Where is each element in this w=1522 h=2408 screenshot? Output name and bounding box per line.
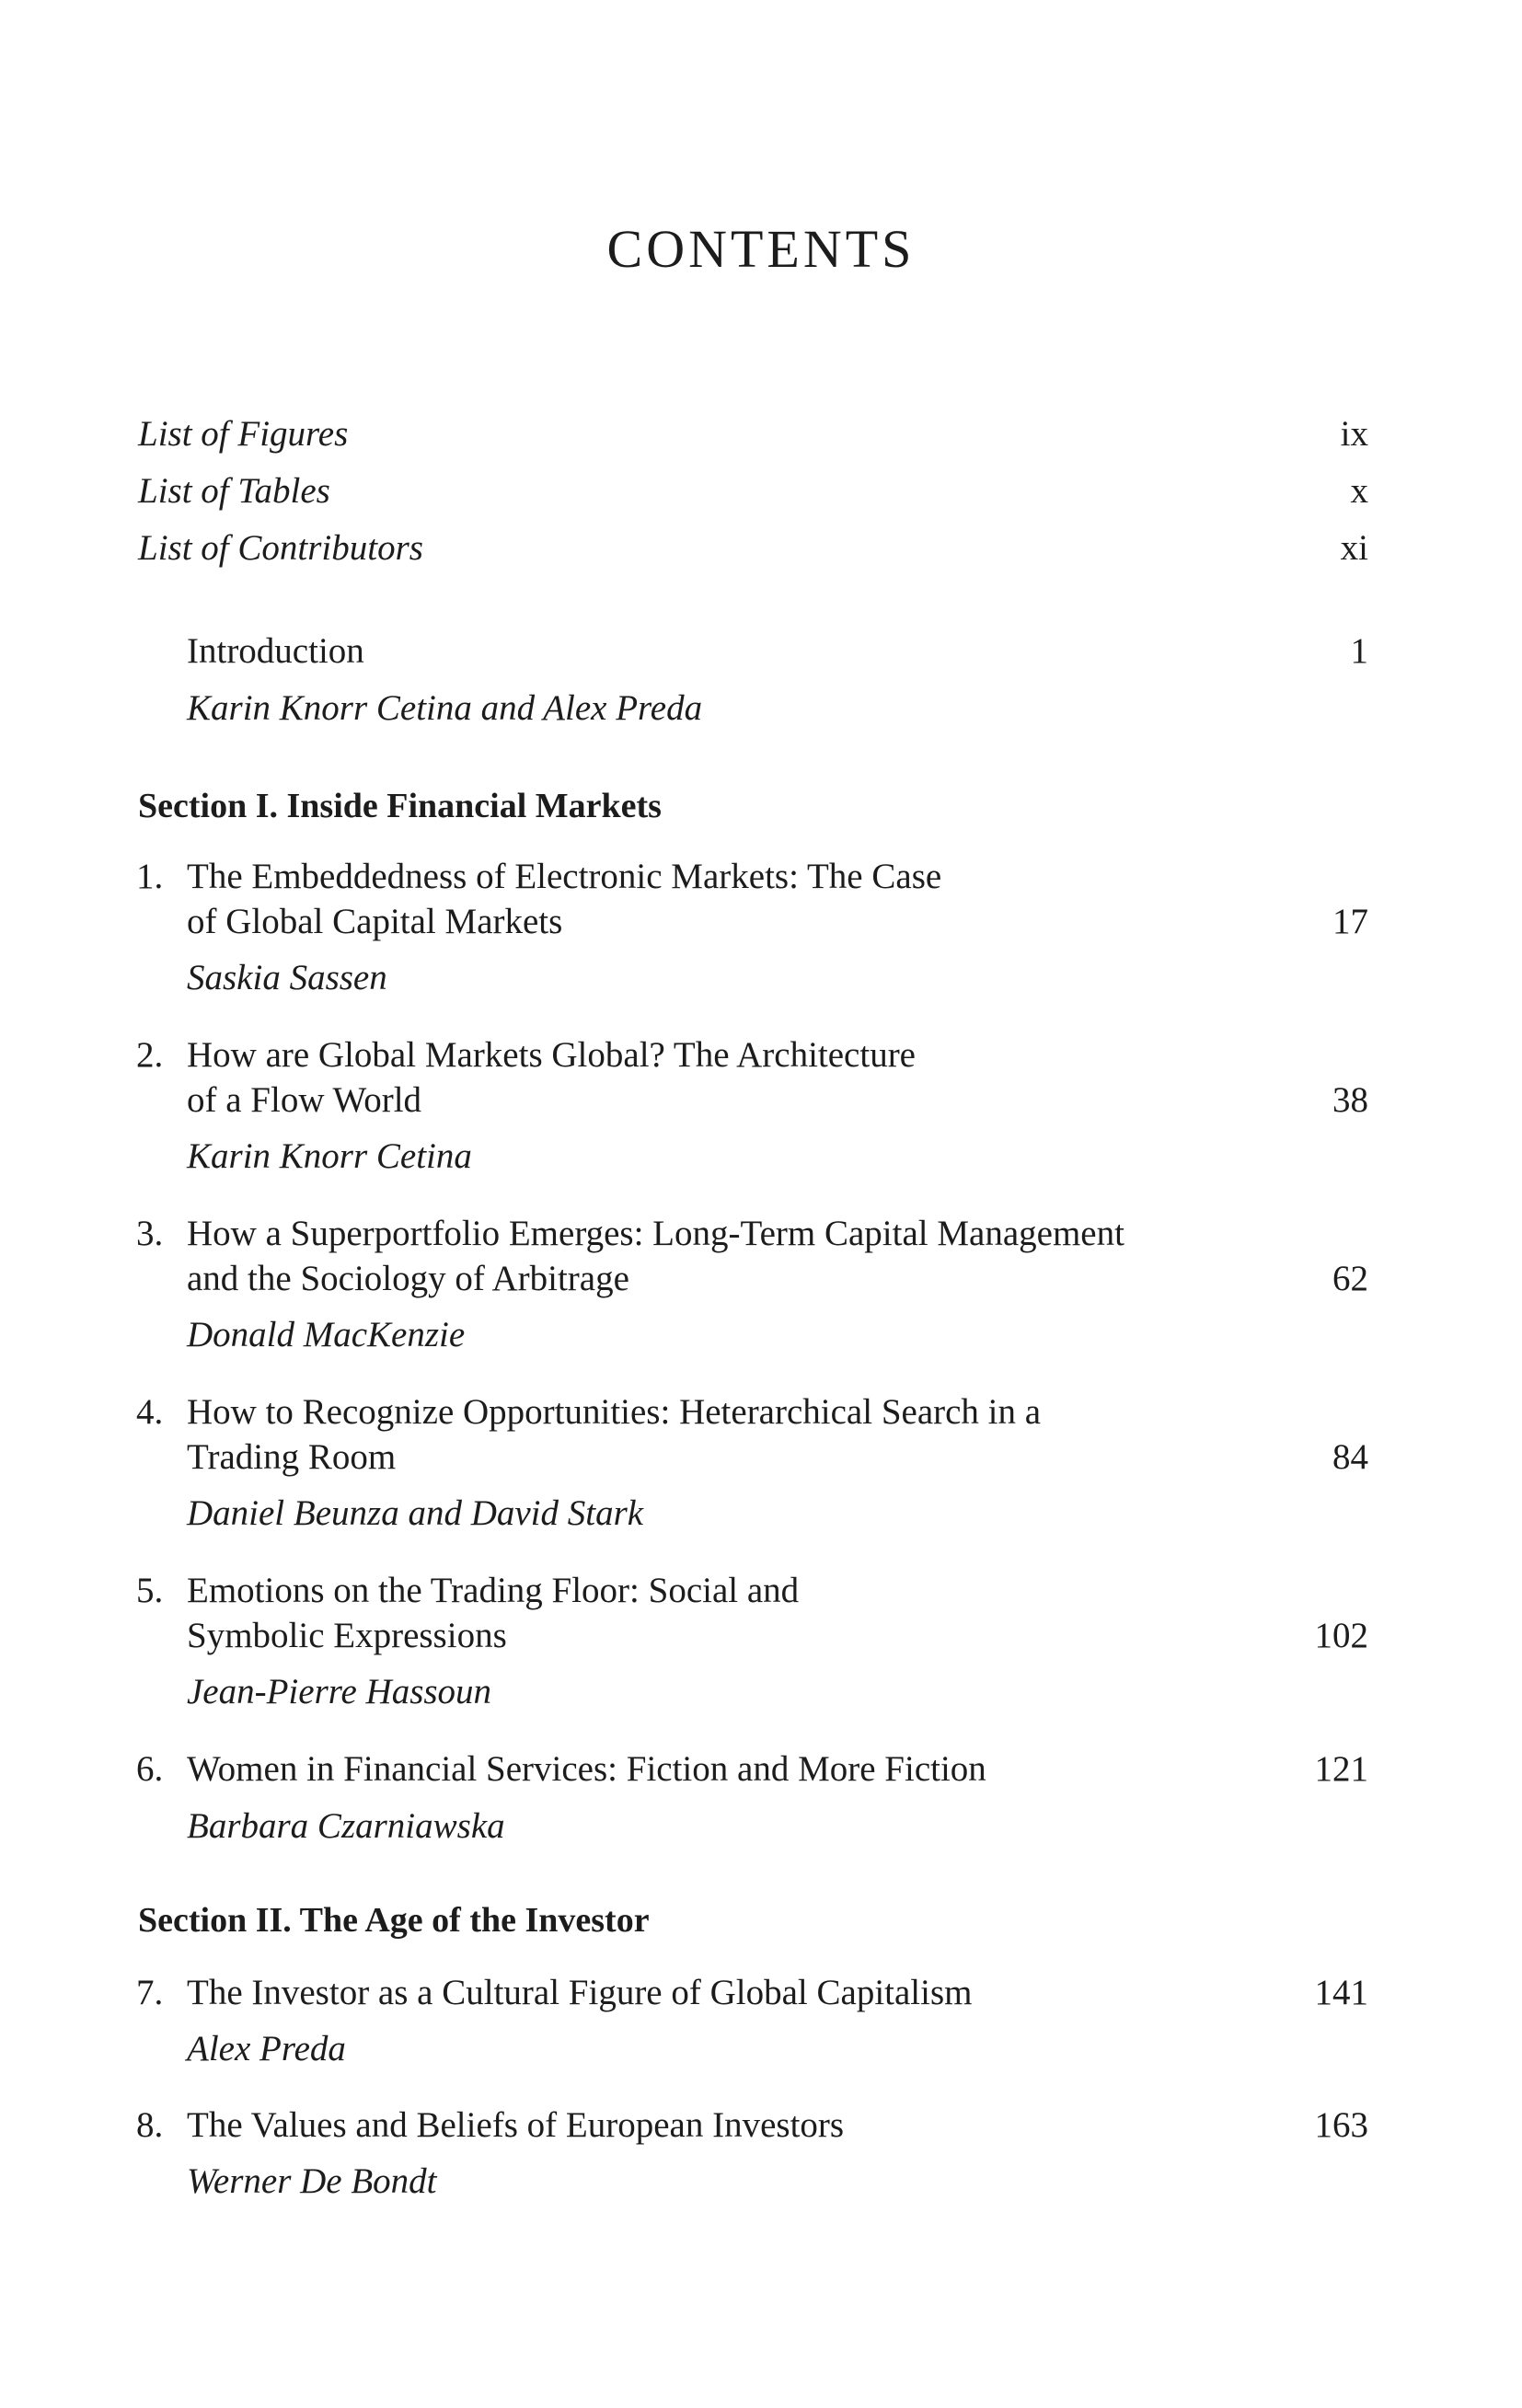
toc-page-number: xi [1340, 528, 1368, 568]
chapter-title-line: The Embeddedness of Electronic Markets: The Case [187, 857, 942, 896]
chapter-title-line: The Values and Beliefs of European Investors [187, 2105, 845, 2145]
toc-entry-label: Introduction [187, 631, 364, 671]
chapter-title-line: Women in Financial Services: Fiction and More Fiction [187, 1749, 986, 1789]
chapter-title-line: Symbolic Expressions [187, 1616, 507, 1655]
toc-entry-label: List of Tables [138, 471, 330, 511]
toc-page-number: 102 [1314, 1616, 1368, 1655]
toc-page-number: 121 [1314, 1749, 1368, 1789]
chapter-title-line: The Investor as a Cultural Figure of Global Capitalism [187, 1973, 973, 2012]
chapter-number: 7. [136, 1973, 164, 2012]
toc-author-name: Alex Preda [187, 2029, 346, 2068]
chapter-number: 4. [136, 1392, 164, 1432]
chapter-title-line: of a Flow World [187, 1080, 422, 1120]
chapter-number: 3. [136, 1214, 164, 1253]
toc-page-number: 1 [1350, 631, 1368, 671]
toc-page-number: 84 [1332, 1437, 1368, 1477]
toc-author-name: Daniel Beunza and David Stark [187, 1493, 644, 1533]
toc-page-number: 38 [1332, 1080, 1368, 1120]
chapter-number: 2. [136, 1035, 164, 1075]
toc-author-name: Donald MacKenzie [187, 1315, 466, 1354]
toc-page-number: 62 [1332, 1259, 1368, 1298]
section-heading-text: Section II. The Age of the Investor [138, 1901, 650, 1940]
toc-author-name: Barbara Czarniawska [187, 1806, 505, 1846]
chapter-number: 8. [136, 2105, 164, 2145]
chapter-title-line: How to Recognize Opportunities: Heterarchical Search in a [187, 1392, 1042, 1432]
chapter-number: 1. [136, 857, 164, 896]
toc-author-name: Saskia Sassen [187, 958, 387, 997]
chapter-number: 6. [136, 1749, 164, 1789]
toc-page-number: x [1350, 471, 1368, 511]
chapter-title-line: of Global Capital Markets [187, 902, 563, 941]
toc-author-name: Werner De Bondt [187, 2161, 437, 2201]
toc-author-name: Karin Knorr Cetina [187, 1136, 472, 1176]
page-title: CONTENTS [606, 219, 916, 279]
toc-page-number: 163 [1314, 2105, 1368, 2145]
chapter-title-line: Trading Room [187, 1437, 397, 1477]
toc-entry-label: List of Figures [138, 414, 349, 454]
chapter-title-line: How are Global Markets Global? The Architecture [187, 1035, 916, 1075]
toc-author-name: Karin Knorr Cetina and Alex Preda [187, 688, 703, 728]
chapter-title-line: and the Sociology of Arbitrage [187, 1259, 629, 1298]
toc-entry-label: List of Contributors [138, 528, 423, 568]
chapter-title-line: How a Superportfolio Emerges: Long-Term Capital Management [187, 1214, 1124, 1253]
toc-page-number: 141 [1314, 1973, 1368, 2012]
toc-page-number: ix [1340, 414, 1368, 454]
chapter-number: 5. [136, 1571, 164, 1610]
chapter-title-line: Emotions on the Trading Floor: Social and [187, 1571, 800, 1610]
section-heading-text: Section I. Inside Financial Markets [138, 787, 662, 825]
toc-author-name: Jean-Pierre Hassoun [187, 1672, 492, 1711]
toc-page-number: 17 [1332, 902, 1368, 941]
